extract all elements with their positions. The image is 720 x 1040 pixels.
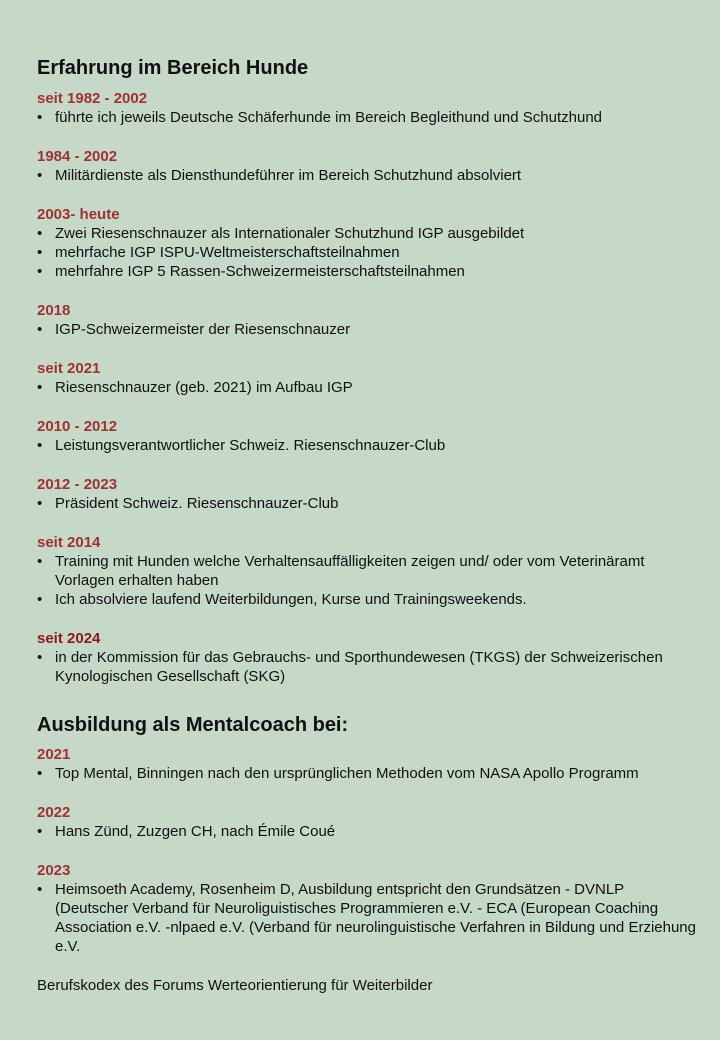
list-item-text: mehrfahre IGP 5 Rassen-Schweizermeisterschaftsteilnahmen xyxy=(55,263,465,280)
list-item-text: Training mit Hunden welche Verhaltensauffälligkeiten zeigen und/ oder vom Veterinäramt Vorlagen erhalten haben xyxy=(55,553,645,589)
training-heading: Ausbildung als Mentalcoach bei: xyxy=(37,714,349,736)
list-item xyxy=(37,108,697,127)
experience-section xyxy=(37,629,697,686)
list-item-text: Militärdienste als Diensthundeführer im Bereich Schutzhund absolviert xyxy=(55,167,522,184)
bullet-icon: • xyxy=(37,167,43,184)
footer-text: Berufskodex des Forums Werteorientierung für Weiterbilder xyxy=(37,977,433,994)
training-section xyxy=(37,861,697,956)
item-list xyxy=(37,320,697,339)
item-list xyxy=(37,378,697,397)
list-item-text: Präsident Schweiz. Riesenschnauzer-Club xyxy=(55,495,339,512)
experience-section xyxy=(37,533,697,609)
bullet-icon: • xyxy=(37,321,43,338)
period-label: 2021 xyxy=(37,746,71,763)
experience-section xyxy=(37,205,697,281)
list-item xyxy=(37,166,697,185)
period-label: 1984 - 2002 xyxy=(37,148,118,165)
period-label: seit 2014 xyxy=(37,534,101,551)
list-item xyxy=(37,243,697,262)
bullet-icon: • xyxy=(37,244,43,261)
experience-section xyxy=(37,475,697,513)
list-item-text: Leistungsverantwortlicher Schweiz. Riesenschnauzer-Club xyxy=(55,437,446,454)
bullet-icon: • xyxy=(37,263,43,280)
experience-section xyxy=(37,301,697,339)
list-item xyxy=(37,494,697,513)
bullet-icon: • xyxy=(37,553,43,570)
item-list xyxy=(37,224,697,281)
item-list xyxy=(37,648,697,686)
bullet-icon: • xyxy=(37,881,43,898)
experience-heading: Erfahrung im Bereich Hunde xyxy=(37,57,309,79)
bullet-icon: • xyxy=(37,225,43,242)
bullet-icon: • xyxy=(37,649,43,666)
list-item xyxy=(37,224,697,243)
item-list xyxy=(37,166,697,185)
period-label: 2003- heute xyxy=(37,206,120,223)
list-item-text: IGP-Schweizermeister der Riesenschnauzer xyxy=(55,321,351,338)
list-item-text: Zwei Riesenschnauzer als Internationaler Schutzhund IGP ausgebildet xyxy=(55,225,525,242)
period-label: 2012 - 2023 xyxy=(37,476,118,493)
training-section xyxy=(37,745,697,783)
period-label: seit 1982 - 2002 xyxy=(37,90,148,107)
list-item-text: Ich absolviere laufend Weiterbildungen, Kurse und Trainingsweekends. xyxy=(55,591,527,608)
item-list xyxy=(37,436,697,455)
list-item xyxy=(37,436,697,455)
period-label: seit 2024 xyxy=(37,630,101,647)
period-label: 2018 xyxy=(37,302,71,319)
period-label: 2022 xyxy=(37,804,71,821)
item-list xyxy=(37,552,697,609)
list-item-text: führte ich jeweils Deutsche Schäferhunde im Bereich Begleithund und Schutzhund xyxy=(55,109,603,126)
item-list xyxy=(37,764,697,783)
bullet-icon: • xyxy=(37,109,43,126)
list-item xyxy=(37,262,697,281)
list-item-text: Riesenschnauzer (geb. 2021) im Aufbau IGP xyxy=(55,379,353,396)
list-item xyxy=(37,320,697,339)
list-item xyxy=(37,648,697,686)
bullet-icon: • xyxy=(37,765,43,782)
list-item-text: in der Kommission für das Gebrauchs- und Sporthundewesen (TKGS) der Schweizerischen Kynologischen Gesellschaft (SKG) xyxy=(55,649,663,685)
period-label: 2023 xyxy=(37,862,71,879)
list-item-text: Hans Zünd, Zuzgen CH, nach Émile Coué xyxy=(55,823,336,840)
list-item-text: Heimsoeth Academy, Rosenheim D, Ausbildung entspricht den Grundsätzen - DVNLP (Deutscher Verband für Neuroliguistisches Programmieren e.V. - ECA (European Coaching Association e.V. -nlpaed e.V. (Verband für neurolinguistische Verfahren in Bildung und Erziehung e.V. xyxy=(55,881,696,955)
list-item xyxy=(37,880,697,956)
bullet-icon: • xyxy=(37,437,43,454)
experience-section xyxy=(37,359,697,397)
item-list xyxy=(37,494,697,513)
bullet-icon: • xyxy=(37,591,43,608)
item-list xyxy=(37,822,697,841)
list-item xyxy=(37,590,697,609)
list-item xyxy=(37,552,697,590)
list-item xyxy=(37,822,697,841)
experience-section xyxy=(37,147,697,185)
bullet-icon: • xyxy=(37,823,43,840)
bullet-icon: • xyxy=(37,379,43,396)
training-section xyxy=(37,803,697,841)
period-label: seit 2021 xyxy=(37,360,101,377)
list-item-text: mehrfache IGP ISPU-Weltmeisterschaftsteilnahmen xyxy=(55,244,400,261)
period-label: 2010 - 2012 xyxy=(37,418,118,435)
cv-page xyxy=(37,56,697,995)
bullet-icon: • xyxy=(37,495,43,512)
list-item xyxy=(37,378,697,397)
list-item xyxy=(37,764,697,783)
list-item-text: Top Mental, Binningen nach den ursprünglichen Methoden vom NASA Apollo Programm xyxy=(55,765,639,782)
experience-section xyxy=(37,89,697,127)
experience-section xyxy=(37,417,697,455)
item-list xyxy=(37,108,697,127)
item-list xyxy=(37,880,697,956)
